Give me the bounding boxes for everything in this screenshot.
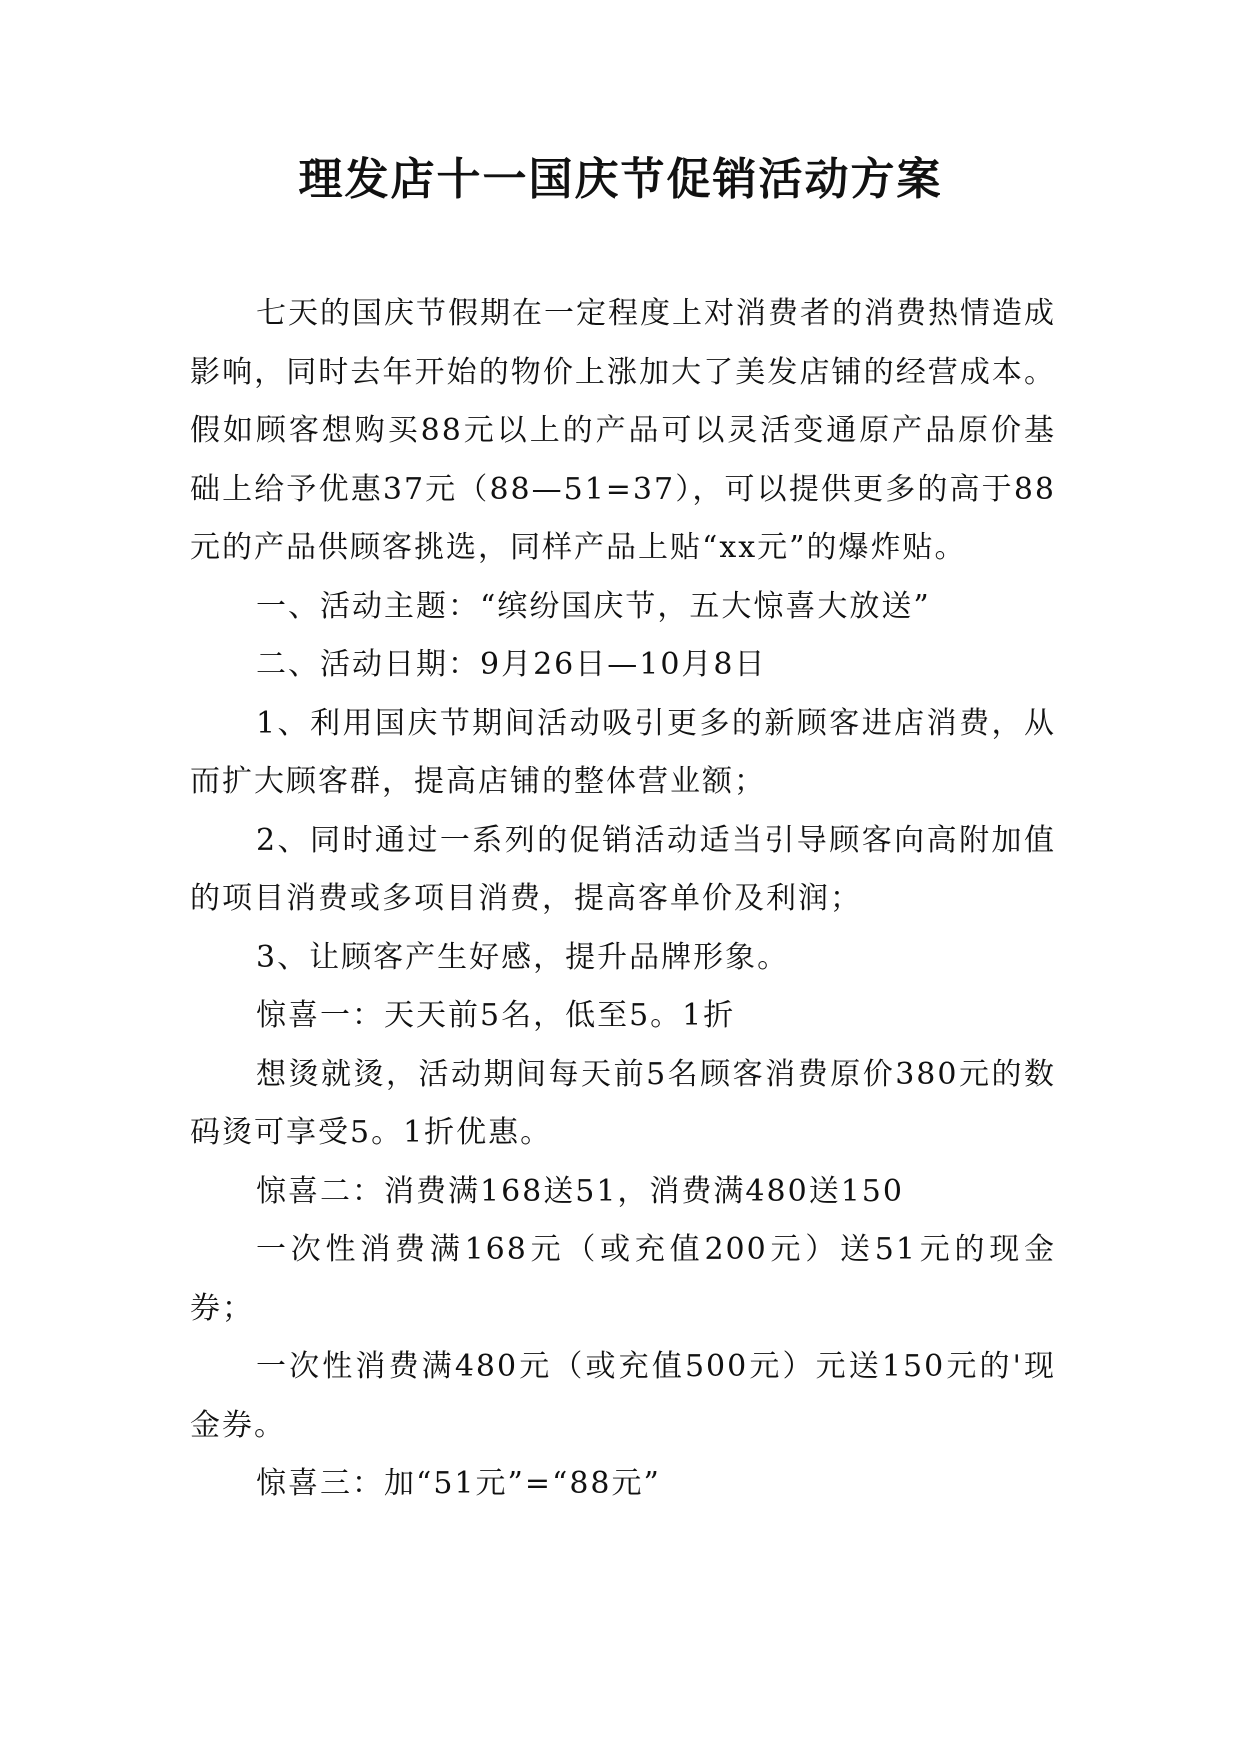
document-title: 理发店十一国庆节促销活动方案 xyxy=(298,154,943,205)
paragraph-surprise-3-heading: 惊喜三：加“51元”=“88元” xyxy=(256,1466,661,1501)
paragraph-surprise-1-heading: 惊喜一：天天前5名，低至5。1折 xyxy=(256,998,736,1033)
paragraph-date: 二、活动日期：9月26日—10月8日 xyxy=(256,647,767,682)
document-body xyxy=(190,285,1056,1514)
paragraph-surprise-1-detail: 想烫就烫，活动期间每天前5名顾客消费原价380元的数码烫可享受5。1折优惠。 xyxy=(190,1056,1056,1150)
paragraph-surprise-2-detail-a: 一次性消费满168元（或充值200元）送51元的现金券； xyxy=(190,1232,1056,1326)
paragraph-surprise-2-detail-b: 一次性消费满480元（或充值500元）元送150元的'现金券。 xyxy=(190,1349,1056,1443)
paragraph-theme: 一、活动主题：“缤纷国庆节，五大惊喜大放送” xyxy=(256,588,931,624)
paragraph-goal-2: 2、同时通过一系列的促销活动适当引导顾客向高附加值的项目消费或多项目消费，提高客单价及利润； xyxy=(190,822,1056,916)
paragraph-surprise-2-heading: 惊喜二：消费满168送51，消费满480送150 xyxy=(256,1173,904,1209)
paragraph-goal-3: 3、让顾客产生好感，提升品牌形象。 xyxy=(256,939,790,975)
paragraph-goal-1: 1、利用国庆节期间活动吸引更多的新顾客进店消费，从而扩大顾客群，提高店铺的整体营业额； xyxy=(190,705,1056,799)
paragraph-intro: 七天的国庆节假期在一定程度上对消费者的消费热情造成影响，同时去年开始的物价上涨加大了美发店铺的经营成本。假如顾客想购买88元以上的产品可以灵活变通原产品原价基础上给予优惠37元（88—51=37），可以提供更多的高于88元的产品供顾客挑选，同样产品上贴“xx元”的爆炸贴。 xyxy=(190,296,1056,565)
